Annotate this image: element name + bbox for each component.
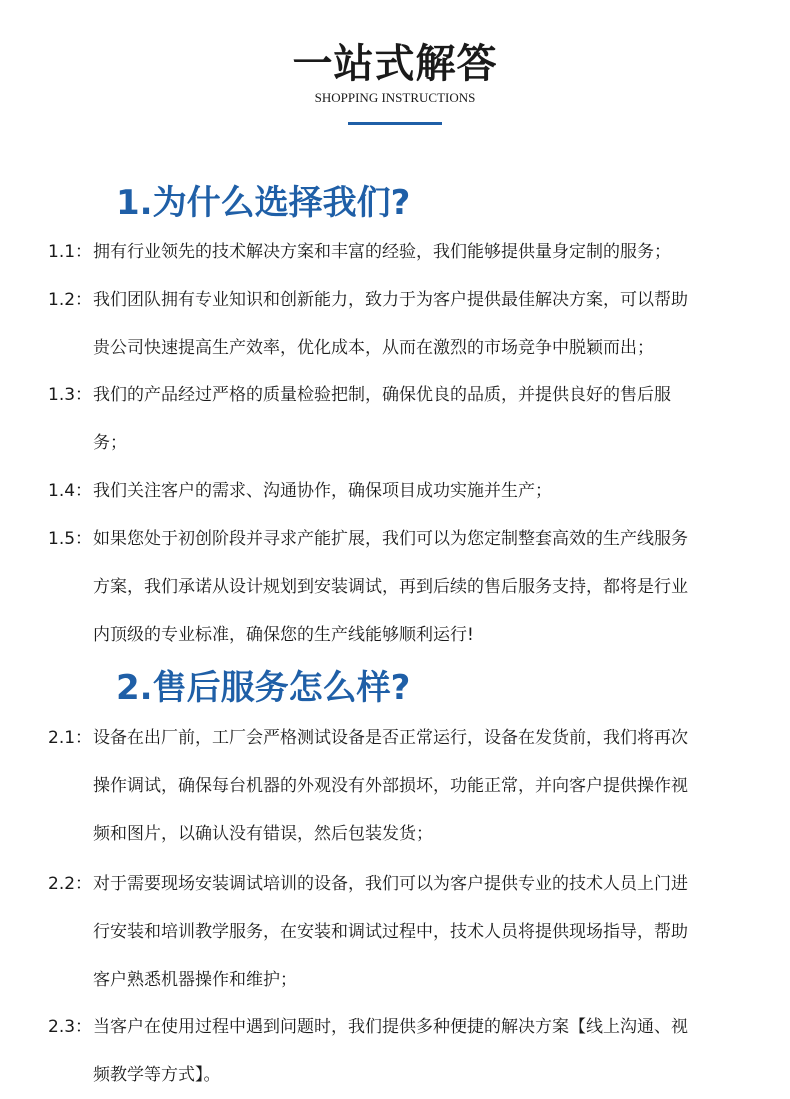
item-text: 当客户在使用过程中遇到问题时，我们提供多种便捷的解决方案【线上沟通、视 <box>93 1017 688 1037</box>
item-text-continued: 行安装和培训教学服务，在安装和调试过程中，技术人员将提供现场指导，帮助 <box>93 922 688 942</box>
item-text-continued: 频和图片，以确认没有错误，然后包装发货； <box>93 824 433 844</box>
item-text: 对于需要现场安装调试培训的设备，我们可以为客户提供专业的技术人员上门进 <box>93 874 688 894</box>
page-title: 一站式解答 <box>292 41 498 87</box>
item-text: 我们团队拥有专业知识和创新能力，致力于为客户提供最佳解决方案，可以帮助 <box>93 290 688 310</box>
item-number: 2.1： <box>48 728 93 748</box>
faq-item-1-1 <box>48 228 748 276</box>
item-text-continued: 频教学等方式】。 <box>93 1065 221 1085</box>
item-number: 1.1： <box>48 242 93 262</box>
faq-item-2-1 <box>48 714 748 858</box>
page-header <box>0 40 790 125</box>
faq-item-1-3 <box>48 371 748 467</box>
section-heading-why-us: 1.为什么选择我们? <box>116 183 411 223</box>
item-text: 如果您处于初创阶段并寻求产能扩展，我们可以为您定制整套高效的生产线服务 <box>93 529 688 549</box>
item-text: 我们关注客户的需求、沟通协作，确保项目成功实施并生产； <box>93 481 552 501</box>
item-text: 我们的产品经过严格的质量检验把制，确保优良的品质，并提供良好的售后服 <box>93 385 671 405</box>
item-text-continued: 操作调试，确保每台机器的外观没有外部损坏，功能正常，并向客户提供操作视 <box>93 776 688 796</box>
item-number: 2.2： <box>48 874 93 894</box>
faq-item-2-2 <box>48 860 748 1004</box>
item-text-continued: 内顶级的专业标准，确保您的生产线能够顺利运行! <box>93 625 474 645</box>
faq-item-1-5 <box>48 515 748 659</box>
item-number: 1.2： <box>48 290 93 310</box>
page-subtitle: SHOPPING INSTRUCTIONS <box>314 90 476 105</box>
title-underline <box>348 122 442 125</box>
item-text-continued: 务； <box>93 433 127 453</box>
faq-item-2-3 <box>48 1003 748 1099</box>
faq-item-1-2 <box>48 276 748 372</box>
item-number: 2.3： <box>48 1017 93 1037</box>
faq-item-1-4 <box>48 467 748 515</box>
item-text: 设备在出厂前，工厂会严格测试设备是否正常运行，设备在发货前，我们将再次 <box>93 728 688 748</box>
item-text-continued: 方案，我们承诺从设计规划到安装调试，再到后续的售后服务支持，都将是行业 <box>93 577 688 597</box>
item-text-continued: 贵公司快速提高生产效率，优化成本，从而在激烈的市场竞争中脱颖而出； <box>93 338 654 358</box>
item-text: 拥有行业领先的技术解决方案和丰富的经验，我们能够提供量身定制的服务； <box>93 242 671 262</box>
item-number: 1.5： <box>48 529 93 549</box>
item-number: 1.3： <box>48 385 93 405</box>
section-heading-after-sales: 2.售后服务怎么样? <box>116 668 411 708</box>
item-number: 1.4： <box>48 481 93 501</box>
item-text-continued: 客户熟悉机器操作和维护； <box>93 970 297 990</box>
